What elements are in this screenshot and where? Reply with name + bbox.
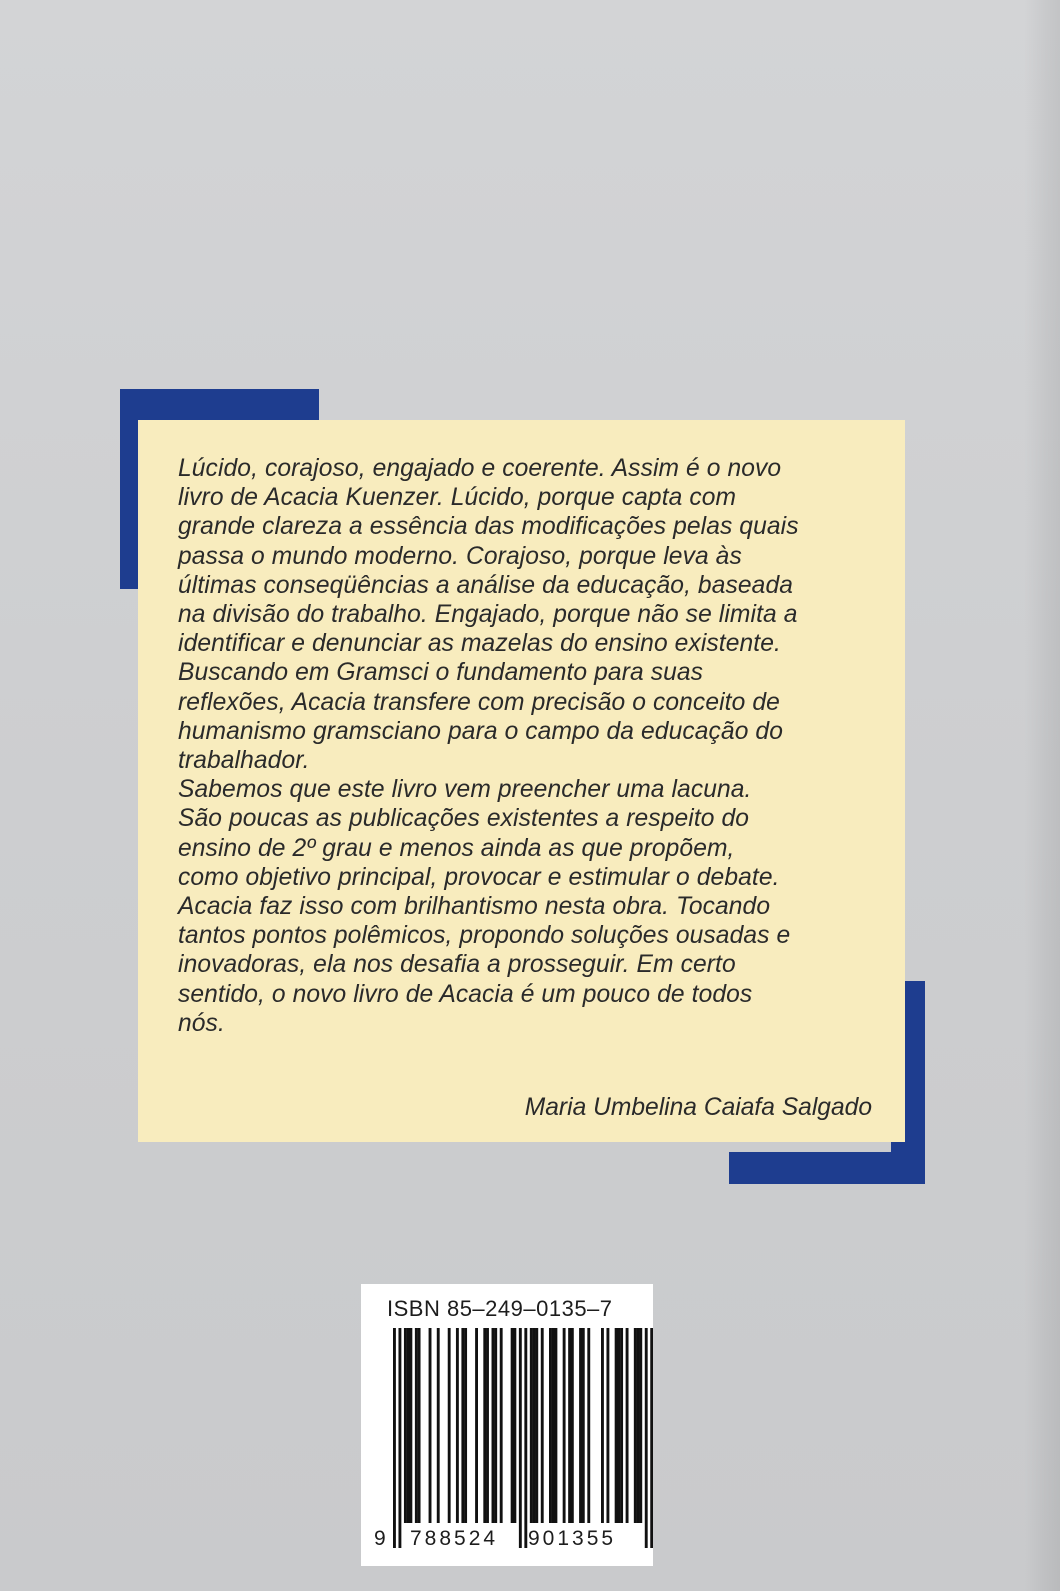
barcode-bar [650,1328,653,1548]
blurb-line: identificar e denunciar as mazelas do ensino existente. [178,630,781,658]
blurb-line: trabalhador. [178,747,310,775]
barcode-bar [404,1328,407,1523]
barcode-bar [393,1328,396,1548]
blurb-line: grande clareza a essência das modificações pelas quais [178,513,799,541]
barcode-bar [475,1328,478,1523]
ean-right-digits: 901355 [528,1527,617,1550]
barcode-bar [634,1328,637,1523]
blurb-line: ensino de 2º grau e menos ainda as que propõem, [178,834,735,862]
barcode-bar [524,1328,527,1548]
blurb-line: na divisão do trabalho. Engajado, porque não se limita a [178,601,798,629]
blurb-line: humanismo gramsciano para o campo da educação do [178,717,783,745]
blurb-line: passa o mundo moderno. Corajoso, porque leva às [178,542,742,570]
blurb-line: últimas conseqüências a análise da educação, baseada [178,571,793,599]
barcode-bar [554,1328,557,1523]
blurb-line: nós. [178,1009,225,1037]
barcode-bar [533,1328,536,1523]
blurb-line: Lúcido, corajoso, engajado e coerente. Assim é o novo [178,455,782,482]
barcode-bar [407,1328,410,1523]
barcode-bar [398,1328,401,1548]
blurb-line: sentido, o novo livro de Acacia é um pouco de todos [178,980,753,1008]
barcode-bar [418,1328,421,1523]
blurb-line: São poucas as publicações existentes a respeito do [178,805,750,833]
barcode-bar [563,1328,566,1523]
barcode-bar [511,1328,514,1523]
blurb-line: como objetivo principal, provocar e estimular o debate. [178,863,780,891]
barcode-bar [429,1328,432,1523]
barcode-bar [587,1328,590,1523]
blurb-line: livro de Acacia Kuenzer. Lúcido, porque capta com [178,484,737,512]
barcode-bar [626,1328,629,1523]
barcode-bar [601,1328,604,1523]
barcode-bar [620,1328,623,1523]
barcode-bar [461,1328,464,1523]
barcode-bar [519,1328,522,1548]
blurb-line: Buscando em Gramsci o fundamento para suas [178,659,704,687]
barcode-bar [437,1328,440,1523]
barcode-bar [494,1328,497,1523]
ean-left-digits: 788524 [410,1527,499,1550]
barcode-icon [393,1328,653,1548]
barcode-bar [645,1328,648,1548]
barcode-bar [492,1328,495,1523]
blurb-line: reflexões, Acacia transfere com precisão o conceito de [178,688,780,716]
barcode-bar [500,1328,503,1523]
cover-spine-shadow [1024,0,1060,1591]
blurb-line: Acacia faz isso com brilhantismo nesta obra. Tocando [178,893,771,921]
blurb-author: Maria Umbelina Caiafa Salgado [524,1094,872,1121]
barcode-bar [549,1328,552,1523]
barcode-bar [568,1328,571,1523]
barcode-bar [456,1328,459,1523]
barcode-bar [639,1328,642,1523]
barcode-bar [541,1328,544,1523]
blurb-line: Sabemos que este livro vem preencher uma lacuna. [178,776,752,804]
barcode-bar [606,1328,609,1523]
barcode-bar [464,1328,467,1523]
barcode-bar [535,1328,538,1523]
barcode-bar [486,1328,489,1523]
barcode-bar [615,1328,618,1523]
barcode-bar [483,1328,486,1523]
blurb-text [178,454,888,1038]
barcode-bar [637,1328,640,1523]
ean-first-digit: 9 [374,1527,389,1550]
barcode-bar [530,1328,533,1523]
blurb-line: inovadoras, ela nos desafia a prosseguir. Em certo [178,951,736,979]
blurb-line: tantos pontos polêmicos, propondo soluções ousadas e [178,922,791,950]
barcode-bar [552,1328,555,1523]
barcode-bar [571,1328,574,1523]
bottom-right-bracket-horizontal [729,1152,925,1184]
barcode-bar [617,1328,620,1523]
barcode-bar [448,1328,451,1523]
barcode-bar [513,1328,516,1523]
isbn-label: ISBN 85–249–0135–7 [387,1296,613,1321]
barcode-bar [579,1328,582,1523]
barcode-bar [582,1328,585,1523]
barcode-bar [409,1328,412,1523]
barcode-bar [415,1328,418,1523]
